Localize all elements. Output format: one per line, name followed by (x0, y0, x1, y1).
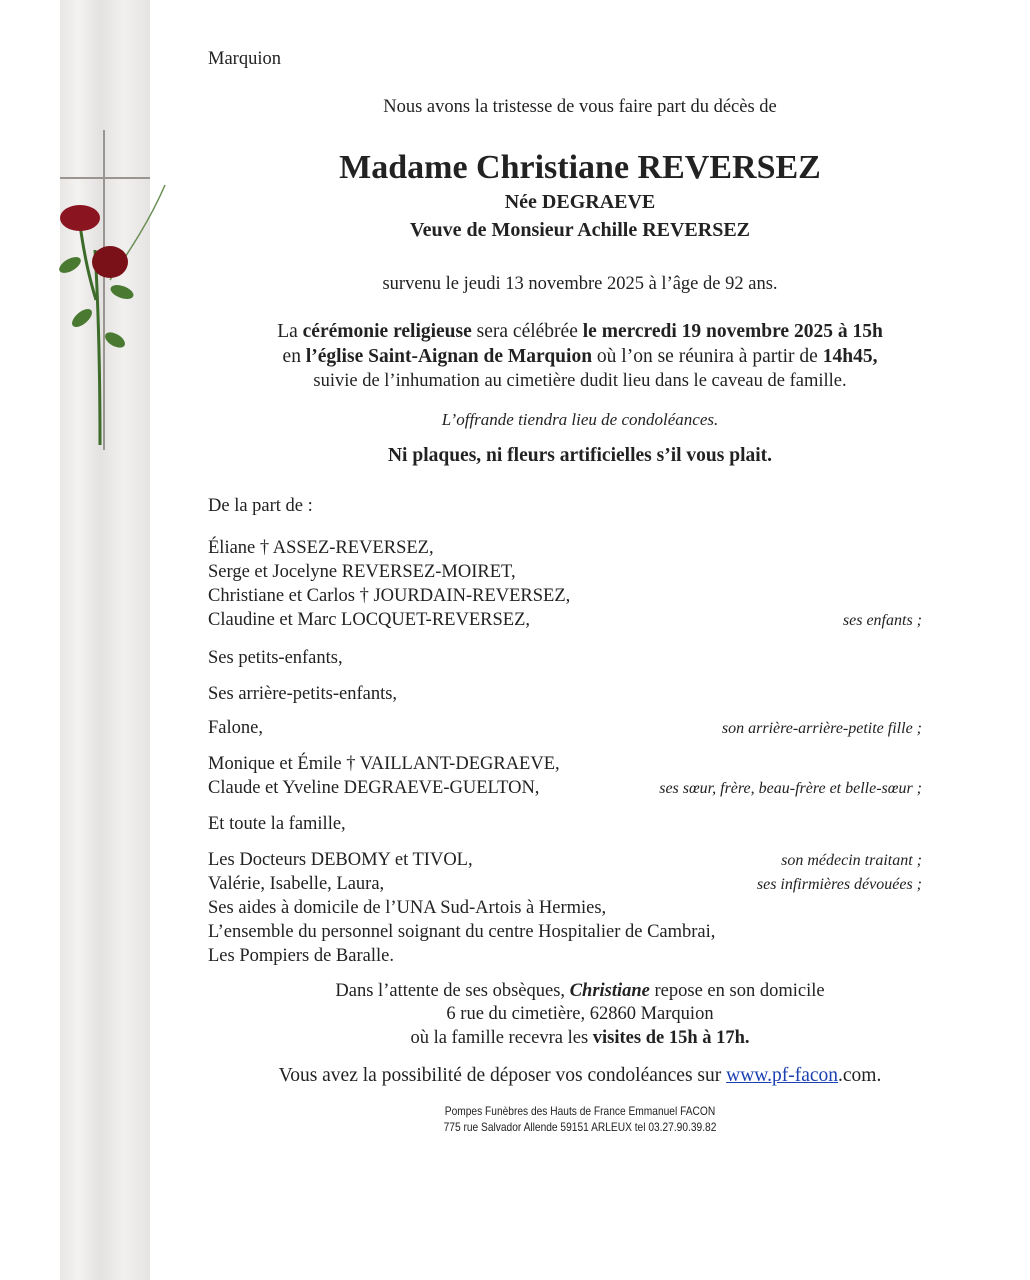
deceased-name: Madame Christiane REVERSEZ (339, 149, 821, 186)
family-member: Christiane et Carlos † JOURDAIN-REVERSEZ, (208, 586, 571, 606)
intro-text: Nous avons la tristesse de vous faire part du décès de (383, 97, 777, 117)
from-label: De la part de : (208, 496, 313, 516)
family-member: Les Docteurs DEBOMY et TIVOL, (208, 850, 473, 870)
widow-of: Veuve de Monsieur Achille REVERSEZ (409, 219, 751, 241)
place-header: Marquion (208, 49, 281, 69)
death-date: survenu le jeudi 13 novembre 2025 à l’âge de 92 ans. (382, 274, 778, 294)
ceremony-line-1: La cérémonie religieuse sera célébrée le mercredi 19 novembre 2025 à 15h (277, 321, 883, 342)
family-member: Claude et Yveline DEGRAEVE-GUELTON, (208, 778, 540, 798)
family-member: L’ensemble du personnel soignant du centre Hospitalier de Cambrai, (208, 922, 716, 942)
family-member: Éliane † ASSEZ-REVERSEZ, (208, 538, 434, 558)
family-member: Valérie, Isabelle, Laura, (208, 874, 385, 894)
family-relation: ses enfants ; (842, 612, 922, 629)
condolences-line: Vous avez la possibilité de déposer vos condoléances sur www.pf-facon.com. (278, 1065, 882, 1086)
family-relation: son médecin traitant ; (781, 852, 922, 869)
family-relation: ses sœur, frère, beau-frère et belle-sœur ; (659, 780, 922, 797)
rose-icon (57, 185, 165, 445)
family-member: Monique et Émile † VAILLANT-DEGRAEVE, (208, 754, 560, 774)
ceremony-line-2: en l’église Saint-Aignan de Marquion où l’on se réunira à partir de 14h45, (282, 346, 878, 367)
family-member: Et toute la famille, (208, 814, 346, 834)
family-member: Ses arrière-petits-enfants, (208, 684, 398, 704)
family-member: Les Pompiers de Baralle. (208, 946, 394, 966)
condolences-link[interactable]: www.pf-facon (726, 1065, 839, 1086)
ceremony-line-3: suivie de l’inhumation au cimetière dudit lieu dans le caveau de famille. (313, 371, 847, 391)
family-member: Falone, (208, 718, 263, 738)
no-flowers-note: Ni plaques, ni fleurs artificielles s’il vous plait. (387, 445, 773, 466)
footer-address: 775 rue Salvador Allende 59151 ARLEUX tel 03.27.90.39.82 (443, 1120, 717, 1134)
cross-icon (60, 130, 150, 450)
rest-address: 6 rue du cimetière, 62860 Marquion (446, 1004, 714, 1024)
family-member: Ses petits-enfants, (208, 648, 343, 668)
family-relation: son arrière-arrière-petite fille ; (721, 720, 922, 737)
family-relation: ses infirmières dévouées ; (756, 876, 922, 893)
family-member: Serge et Jocelyne REVERSEZ-MOIRET, (208, 562, 516, 582)
maiden-name: Née DEGRAEVE (504, 191, 656, 213)
rest-line-1: Dans l’attente de ses obsèques, Christiane repose en son domicile (335, 981, 825, 1001)
footer-company: Pompes Funèbres des Hauts de France Emmanuel FACON (444, 1104, 716, 1118)
rest-line-3: où la famille recevra les visites de 15h à 17h. (410, 1028, 750, 1048)
family-member: Ses aides à domicile de l’UNA Sud-Artois à Hermies, (208, 898, 607, 918)
family-member: Claudine et Marc LOCQUET-REVERSEZ, (208, 610, 530, 630)
offering-note: L’offrande tiendra lieu de condoléances. (441, 410, 719, 429)
